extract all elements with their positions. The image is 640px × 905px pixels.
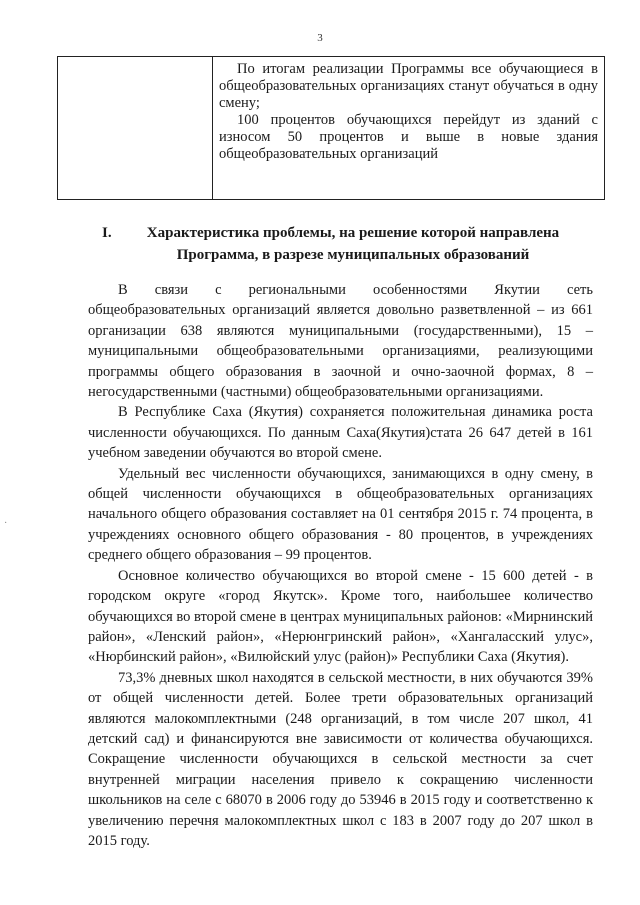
paragraph: В связи с региональными особенностями Якутии сеть общеобразовательных организаций является довольно разветвленной – из 661 организации 638 являются муниципальными (государственными), 15 – муниципальными общеобразовательными организациями, реализующими программы общего образования в заочной и очно-заочной формах, 8 – негосударственными (частными) общеобразовательными организациями.: [88, 282, 593, 401]
section-numeral: I.: [102, 225, 112, 241]
body-text: [88, 280, 593, 851]
paragraph: В Республике Саха (Якутия) сохраняется положительная динамика роста численности обучающихся. По данным Саха(Якутия)стата 26 647 детей в 161 учебном заведении обучаются во второй смене.: [88, 404, 593, 462]
section-heading: [100, 222, 570, 266]
table-cell-paragraph: По итогам реализации Программы все обучающиеся в общеобразовательных организациях станут обучаться в одну смену;: [219, 61, 598, 111]
table-cell-empty: [58, 57, 213, 200]
table-cell-paragraph: 100 процентов обучающихся перейдут из зданий с износом 50 процентов и выше в новые здания общеобразовательных организаций: [219, 112, 598, 162]
paragraph: Основное количество обучающихся во второй смене - 15 600 детей - в городском округе «город Якутск». Кроме того, наибольшее количество обучающихся во второй смене в центрах муниципальных районов: «Мирнинский район», «Ленский район», «Нерюнгринский район», «Хангаласский улус», «Нюрбинский район», «Вилюйский улус (район)» Республики Саха (Якутия).: [88, 567, 593, 666]
paragraph: Удельный вес численности обучающихся, занимающихся в одну смену, в общей численности обучающихся в общеобразовательных организациях начального общего образования составляет на 01 сентября 2015 г. 74 процента, в учреждениях основного общего образования - 80 процентов, в учреждениях среднего общего образования – 99 процентов.: [88, 465, 593, 564]
table-cell-expected-results: [213, 57, 605, 200]
section-title: Характеристика проблемы, на решение которой направлена Программа, в разрезе муниципальных образований: [146, 225, 560, 263]
continuation-table: [57, 56, 605, 200]
margin-mark: ·: [4, 518, 8, 529]
paragraph: 73,3% дневных школ находятся в сельской местности, в них обучаются 39% от общей численности детей. Более трети образовательных организаций являются малокомплектными (248 организаций, в том числе 207 школ, 41 детский сад) и финансируются вне зависимости от количества обучающихся. Сокращение численности обучающихся в сельской местности за счет внутренней миграции населения привело к сокращению численности школьников на селе с 68070 в 2006 году до 53946 в 2015 году и соответственно к увеличению перечня малокомплектных школ с 183 в 2007 году до 207 школ в 2015 году.: [88, 669, 593, 849]
table-row: [58, 57, 605, 200]
page-number: 3: [317, 32, 323, 44]
